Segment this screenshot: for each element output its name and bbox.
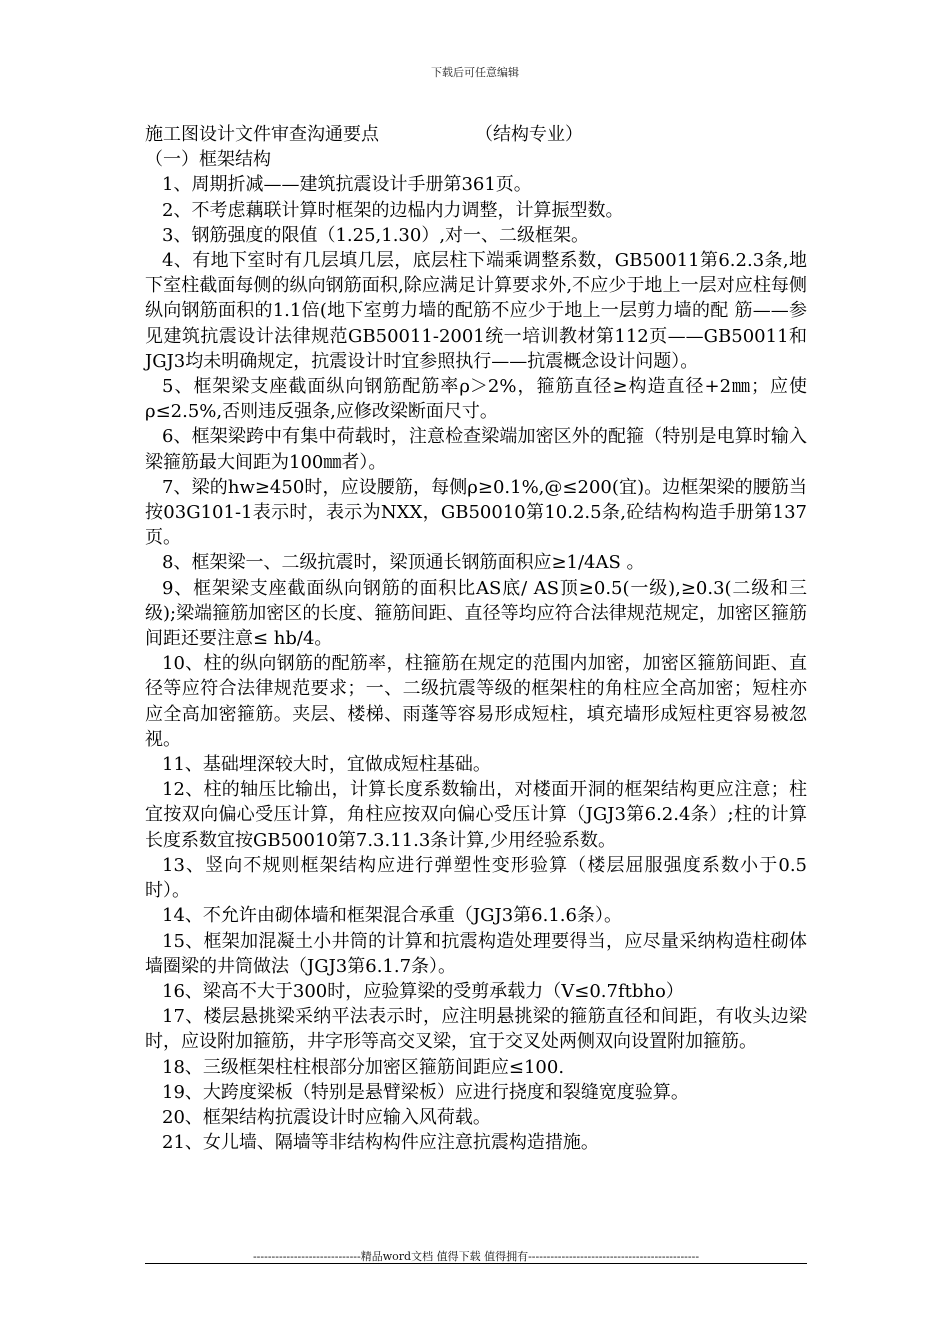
document-body — [145, 122, 807, 1155]
page-footer: -----------------------------精品word文档 值得下载 值得拥有---------------------------------------------- — [252, 1250, 700, 1263]
list-item: 16、梁高不大于300时，应验算梁的受剪承载力（V≤0.7ftbho） — [162, 980, 684, 1002]
list-item: 2、不考虑藕联计算时框架的边榀内力调整，计算振型数。 — [162, 199, 624, 221]
list-item: 21、女儿墙、隔墙等非结构构件应注意抗震构造措施。 — [162, 1132, 599, 1154]
list-item: 9、框架梁支座截面纵向钢筋的面积比AS底/ AS顶≥0.5(一级),≥0.3(二级和三级);梁端箍筋加密区的长度、箍筋间距、直径等均应符合法律规范规定，加密区箍筋间距还要注意≤ hb/4。 — [145, 577, 807, 650]
list-item: 15、框架加混凝土小井筒的计算和抗震构造处理要得当，应尽量采纳构造柱砌体墙圈梁的井筒做法（JGJ3第6.1.7条）。 — [145, 930, 807, 977]
list-item: 7、梁的hw≥450时，应设腰筋，每侧ρ≥0.1%,@≤200(宜)。边框架梁的腰筋当按03G101-1表示时，表示为NXX，GB50010第10.2.5条,砼结构构造手册第137页。 — [145, 476, 807, 549]
list-item: 5、框架梁支座截面纵向钢筋配筋率ρ＞2%，箍筋直径≥构造直径+2㎜；应使ρ≤2.5%,否则违反强条,应修改梁断面尺寸。 — [145, 376, 807, 423]
section-heading: （一）框架结构 — [145, 149, 271, 171]
list-item: 12、柱的轴压比输出，计算长度系数输出，对楼面开洞的框架结构更应注意；柱宜按双向偏心受压计算，角柱应按双向偏心受压计算（JGJ3第6.2.4条）;柱的计算长度系数宜按GB50010第7.3.11.3条计算,少用经验系数。 — [145, 779, 807, 851]
list-item: 4、有地下室时有几层填几层，底层柱下端乘调整系数，GB50011第6.2.3条,地下室柱截面每侧的纵向钢筋面积,除应满足计算要求外,不应少于地上一层对应柱每侧纵向钢筋面积的1.1倍(地下室剪力墙的配筋不应少于地上一层剪力墙的配 筋——参见建筑抗震设计法律规范GB50011-2001统一培训教材第112页——GB50011和JGJ3均未明确规定，抗震设计时宜参照执行——抗震概念设计问题）。 — [145, 250, 807, 372]
list-item: 14、不允许由砌体墙和框架混合承重（JGJ3第6.1.6条）。 — [162, 905, 622, 927]
list-item: 6、框架梁跨中有集中荷载时，注意检查梁端加密区外的配箍（特别是电算时输入梁箍筋最大间距为100㎜者）。 — [145, 426, 807, 473]
footer-divider — [145, 1263, 807, 1264]
page-header: 下载后可任意编辑 — [431, 66, 519, 79]
list-item: 8、框架梁一、二级抗震时，梁顶通长钢筋面积应≥1/4AS 。 — [162, 552, 645, 574]
list-item: 11、基础埋深较大时，宜做成短柱基础。 — [162, 754, 491, 776]
list-item: 19、大跨度梁板（特别是悬臂梁板）应进行挠度和裂缝宽度验算。 — [162, 1081, 689, 1103]
title-main: 施工图设计文件审查沟通要点 — [145, 124, 379, 145]
list-item: 10、柱的纵向钢筋的配筋率，柱箍筋在规定的范围内加密，加密区箍筋间距、直径等应符合法律规范要求；一、二级抗震等级的框架柱的角柱应全高加密；短柱亦应全高加密箍筋。夹层、楼梯、雨蓬等容易形成短柱，填充墙形成短柱更容易被忽视。 — [145, 653, 807, 750]
list-item: 17、楼层悬挑梁采纳平法表示时，应注明悬挑梁的箍筋直径和间距，有收头边梁时，应设附加箍筋，井字形等高交叉梁，宜于交叉处两侧双向设置附加箍筋。 — [145, 1006, 807, 1053]
list-item: 20、框架结构抗震设计时应输入风荷载。 — [162, 1106, 491, 1128]
list-item: 13、竖向不规则框架结构应进行弹塑性变形验算（楼层屈服强度系数小于0.5时）。 — [145, 854, 807, 902]
list-item: 3、钢筋强度的限值（1.25,1.30）,对一、二级框架。 — [162, 224, 590, 246]
document-title — [145, 122, 807, 147]
title-discipline: （结构专业） — [475, 124, 583, 145]
list-item: 1、周期折减——建筑抗震设计手册第361页。 — [162, 174, 532, 196]
list-item: 18、三级框架柱柱根部分加密区箍筋间距应≤100. — [162, 1056, 565, 1078]
